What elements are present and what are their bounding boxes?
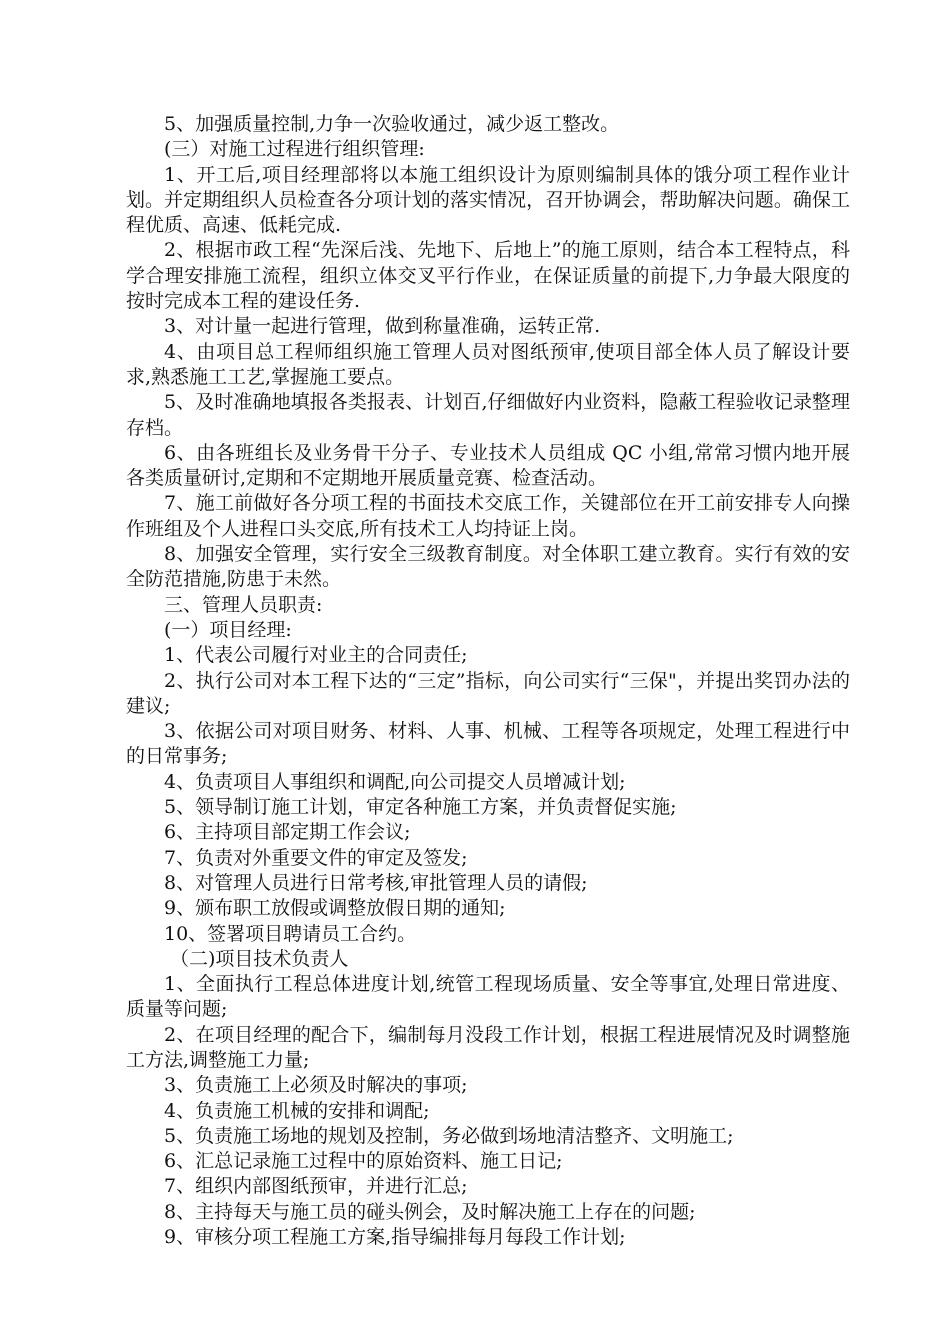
paragraph-process-8: 8、加强安全管理，实行安全三级教育制度。对全体职工建立教育。实行有效的安全防范措施,防患于未然。 [126, 543, 850, 591]
paragraph-process-2: 2、根据市政工程“先深后浅、先地下、后地上”的施工原则，结合本工程特点，科学合理安排施工流程，组织立体交叉平行作业，在保证质量的前提下,力争最大限度的按时完成本工程的建设任务. [126, 239, 850, 313]
paragraph-process-6: 6、由各班组长及业务骨干分子、专业技术人员组成 QC 小组,常常习惯内地开展各类质量研讨,定期和不定期地开展质量竞赛、检查活动。 [126, 441, 850, 490]
paragraph-process-1: 1、开工后,项目经理部将以本施工组织设计为原则编制具体的饿分项工程作业计划。并定期组织人员检查各分项计划的落实情况，召开协调会，帮助解决问题。确保工程优质、高速、低耗完成. [126, 163, 850, 237]
paragraph-tech-3: 3、负责施工上必须及时解决的事项; [164, 1074, 468, 1097]
heading-technical-lead: （二)项目技术负责人 [170, 947, 349, 970]
paragraph-tech-1: 1、全面执行工程总体进度计划,统管工程现场质量、安全等事宜,处理日常进度、质量等问题; [126, 973, 850, 1021]
paragraph-manager-4: 4、负责项目人事组织和调配,向公司提交人员增减计划; [164, 770, 626, 793]
paragraph-tech-5: 5、负责施工场地的规划及控制，务必做到场地清洁整齐、文明施工; [164, 1124, 734, 1147]
paragraph-tech-6: 6、汇总记录施工过程中的原始资料、施工日记; [164, 1150, 563, 1173]
paragraph-manager-1: 1、代表公司履行对业主的合同责任; [164, 644, 468, 667]
heading-process-management: (三）对施工过程进行组织管理: [164, 138, 425, 161]
paragraph-quality-control: 5、加强质量控制,力争一次验收通过，减少返工整改。 [164, 113, 620, 135]
paragraph-manager-9: 9、颁布职工放假或调整放假日期的通知; [164, 897, 506, 920]
paragraph-process-4: 4、由项目总工程师组织施工管理人员对图纸预审,使项目部全体人员了解设计要求,熟悉施工工艺,掌握施工要点。 [126, 340, 850, 388]
paragraph-tech-4: 4、负责施工机械的安排和调配; [164, 1099, 430, 1122]
paragraph-tech-7: 7、组织内部图纸预审，并进行汇总; [164, 1175, 468, 1198]
document-body [126, 112, 850, 1250]
heading-project-manager: (一）项目经理: [164, 618, 292, 641]
paragraph-tech-8: 8、主持每天与施工员的碰头例会，及时解决施工上存在的问题; [164, 1200, 696, 1223]
paragraph-manager-3: 3、依据公司对项目财务、材料、人事、机械、工程等各项规定，处理工程进行中的日常事务; [126, 720, 850, 768]
paragraph-process-7: 7、施工前做好各分项工程的书面技术交底工作，关键部位在开工前安排专人向操作班组及个人进程口头交底,所有技术工人均持证上岗。 [126, 492, 850, 540]
paragraph-manager-6: 6、主持项目部定期工作会议; [164, 821, 411, 844]
paragraph-tech-9: 9、审核分项工程施工方案,指导编排每月每段工作计划; [164, 1226, 626, 1249]
paragraph-manager-10: 10、签署项目聘请员工合约。 [164, 922, 417, 945]
paragraph-manager-7: 7、负责对外重要文件的审定及签发; [164, 846, 468, 869]
paragraph-tech-2: 2、在项目经理的配合下，编制每月没段工作计划，根据工程进展情况及时调整施工方法,调整施工力量; [126, 1023, 850, 1071]
paragraph-manager-2: 2、执行公司对本工程下达的“三定”指标，向公司实行“三保"，并提出奖罚办法的建议; [126, 669, 850, 717]
paragraph-process-5: 5、及时准确地填报各类报表、计划百,仔细做好内业资料，隐蔽工程验收记录整理存档。 [126, 391, 850, 439]
heading-management-duties: 三、管理人员职责: [164, 593, 323, 616]
paragraph-manager-5: 5、领导制订施工计划，审定各种施工方案，并负责督促实施; [164, 796, 677, 819]
paragraph-process-3: 3、对计量一起进行管理，做到称量准确，运转正常. [164, 315, 601, 338]
paragraph-manager-8: 8、对管理人员进行日常考核,审批管理人员的请假; [164, 871, 588, 894]
